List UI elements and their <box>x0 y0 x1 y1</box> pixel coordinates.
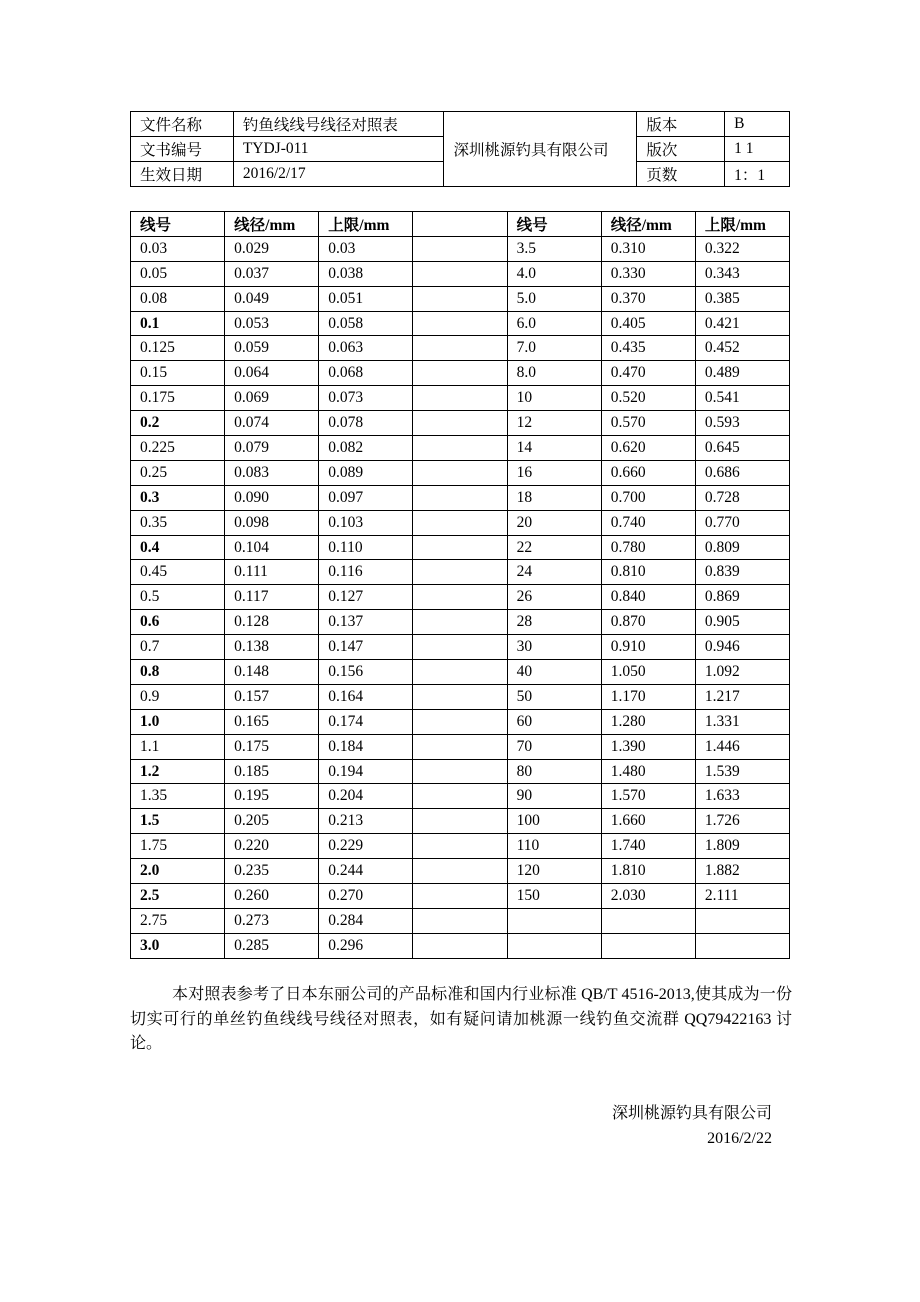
spacer-cell <box>413 560 507 585</box>
left-upper-limit-cell: 0.03 <box>319 236 413 261</box>
right-upper-limit-cell: 1.633 <box>695 784 789 809</box>
left-upper-limit-cell: 0.174 <box>319 709 413 734</box>
left-gauge-cell: 0.15 <box>131 361 225 386</box>
doc-no-label: 文书编号 <box>131 137 234 162</box>
company-name: 深圳桃源钓具有限公司 <box>443 112 637 187</box>
right-upper-limit-cell: 0.343 <box>695 261 789 286</box>
right-upper-limit-cell: 0.946 <box>695 635 789 660</box>
left-upper-limit-cell: 0.204 <box>319 784 413 809</box>
right-diameter-cell: 1.570 <box>601 784 695 809</box>
column-header-gauge: 线号 <box>131 212 225 237</box>
right-gauge-cell: 8.0 <box>507 361 601 386</box>
right-upper-limit-cell: 0.869 <box>695 585 789 610</box>
left-gauge-cell: 0.225 <box>131 436 225 461</box>
table-row <box>131 336 790 361</box>
left-gauge-cell: 0.05 <box>131 261 225 286</box>
column-header-gauge: 线号 <box>507 212 601 237</box>
right-diameter-cell: 1.390 <box>601 734 695 759</box>
right-diameter-cell: 0.435 <box>601 336 695 361</box>
right-diameter-cell: 0.620 <box>601 436 695 461</box>
spacer-cell <box>413 261 507 286</box>
left-upper-limit-cell: 0.194 <box>319 759 413 784</box>
table-row <box>131 585 790 610</box>
left-diameter-cell: 0.064 <box>225 361 319 386</box>
left-gauge-cell: 0.8 <box>131 660 225 685</box>
right-upper-limit-cell: 0.489 <box>695 361 789 386</box>
left-gauge-cell: 1.1 <box>131 734 225 759</box>
table-row <box>131 386 790 411</box>
left-gauge-cell: 2.75 <box>131 908 225 933</box>
spacer-cell <box>413 635 507 660</box>
revision-value: 1 1 <box>725 137 790 162</box>
table-header-row <box>131 212 790 237</box>
file-name-label: 文件名称 <box>131 112 234 137</box>
left-diameter-cell: 0.195 <box>225 784 319 809</box>
column-header-upper-limit: 上限/mm <box>319 212 413 237</box>
left-gauge-cell: 0.1 <box>131 311 225 336</box>
right-diameter-cell <box>601 933 695 958</box>
spacer-cell <box>413 386 507 411</box>
left-upper-limit-cell: 0.127 <box>319 585 413 610</box>
version-label: 版本 <box>637 112 725 137</box>
left-diameter-cell: 0.175 <box>225 734 319 759</box>
table-row <box>131 560 790 585</box>
left-gauge-cell: 0.6 <box>131 610 225 635</box>
right-upper-limit-cell: 2.111 <box>695 884 789 909</box>
left-gauge-cell: 1.0 <box>131 709 225 734</box>
spacer-cell <box>413 734 507 759</box>
left-upper-limit-cell: 0.296 <box>319 933 413 958</box>
left-upper-limit-cell: 0.244 <box>319 859 413 884</box>
spacer-cell <box>413 759 507 784</box>
left-upper-limit-cell: 0.089 <box>319 460 413 485</box>
right-diameter-cell: 0.840 <box>601 585 695 610</box>
left-upper-limit-cell: 0.068 <box>319 361 413 386</box>
right-diameter-cell: 0.520 <box>601 386 695 411</box>
left-gauge-cell: 0.03 <box>131 236 225 261</box>
right-gauge-cell: 60 <box>507 709 601 734</box>
right-upper-limit-cell: 1.092 <box>695 660 789 685</box>
left-diameter-cell: 0.069 <box>225 386 319 411</box>
spacer-cell <box>413 908 507 933</box>
left-diameter-cell: 0.128 <box>225 610 319 635</box>
left-diameter-cell: 0.273 <box>225 908 319 933</box>
right-diameter-cell: 1.740 <box>601 834 695 859</box>
right-diameter-cell: 0.700 <box>601 485 695 510</box>
left-gauge-cell: 2.5 <box>131 884 225 909</box>
left-upper-limit-cell: 0.058 <box>319 311 413 336</box>
table-row <box>131 809 790 834</box>
left-diameter-cell: 0.074 <box>225 411 319 436</box>
doc-no-value: TYDJ-011 <box>233 137 443 162</box>
left-upper-limit-cell: 0.103 <box>319 510 413 535</box>
left-upper-limit-cell: 0.038 <box>319 261 413 286</box>
left-gauge-cell: 2.0 <box>131 859 225 884</box>
left-upper-limit-cell: 0.051 <box>319 286 413 311</box>
column-header-upper-limit: 上限/mm <box>695 212 789 237</box>
pages-label: 页数 <box>637 162 725 187</box>
left-diameter-cell: 0.053 <box>225 311 319 336</box>
right-upper-limit-cell: 0.452 <box>695 336 789 361</box>
right-gauge-cell: 4.0 <box>507 261 601 286</box>
table-row <box>131 834 790 859</box>
spacer-cell <box>413 684 507 709</box>
right-upper-limit-cell: 0.839 <box>695 560 789 585</box>
right-diameter-cell: 1.170 <box>601 684 695 709</box>
spacer-cell <box>413 809 507 834</box>
left-upper-limit-cell: 0.063 <box>319 336 413 361</box>
left-upper-limit-cell: 0.110 <box>319 535 413 560</box>
right-upper-limit-cell: 0.541 <box>695 386 789 411</box>
right-diameter-cell: 0.870 <box>601 610 695 635</box>
spacer-cell <box>413 585 507 610</box>
column-header-diameter: 线径/mm <box>601 212 695 237</box>
left-upper-limit-cell: 0.156 <box>319 660 413 685</box>
left-gauge-cell: 0.4 <box>131 535 225 560</box>
right-upper-limit-cell: 0.385 <box>695 286 789 311</box>
left-upper-limit-cell: 0.078 <box>319 411 413 436</box>
left-upper-limit-cell: 0.229 <box>319 834 413 859</box>
table-row <box>131 261 790 286</box>
left-diameter-cell: 0.285 <box>225 933 319 958</box>
table-row <box>131 361 790 386</box>
version-value: B <box>725 112 790 137</box>
left-gauge-cell: 0.25 <box>131 460 225 485</box>
left-diameter-cell: 0.260 <box>225 884 319 909</box>
signature-company: 深圳桃源钓具有限公司 <box>611 1105 772 1122</box>
right-diameter-cell: 1.810 <box>601 859 695 884</box>
left-diameter-cell: 0.049 <box>225 286 319 311</box>
reference-note: 本对照表参考了日本东丽公司的产品标准和国内行业标准 QB/T 4516-2013,使其成为一份切实可行的单丝钓鱼线线号线径对照表，如有疑问请加桃源一线钓鱼交流群 QQ79422163 讨论。 <box>130 986 792 1053</box>
spacer-cell <box>413 436 507 461</box>
left-diameter-cell: 0.205 <box>225 809 319 834</box>
table-row <box>131 510 790 535</box>
left-diameter-cell: 0.029 <box>225 236 319 261</box>
left-gauge-cell: 0.7 <box>131 635 225 660</box>
spacer-cell <box>413 784 507 809</box>
left-diameter-cell: 0.098 <box>225 510 319 535</box>
right-diameter-cell: 1.050 <box>601 660 695 685</box>
spacer-cell <box>413 709 507 734</box>
left-gauge-cell: 0.2 <box>131 411 225 436</box>
right-diameter-cell: 2.030 <box>601 884 695 909</box>
left-upper-limit-cell: 0.116 <box>319 560 413 585</box>
table-row <box>131 485 790 510</box>
left-diameter-cell: 0.083 <box>225 460 319 485</box>
left-gauge-cell: 1.35 <box>131 784 225 809</box>
table-row <box>131 684 790 709</box>
left-upper-limit-cell: 0.284 <box>319 908 413 933</box>
right-diameter-cell: 0.330 <box>601 261 695 286</box>
table-row <box>131 460 790 485</box>
left-upper-limit-cell: 0.073 <box>319 386 413 411</box>
left-gauge-cell: 1.2 <box>131 759 225 784</box>
right-gauge-cell: 14 <box>507 436 601 461</box>
right-upper-limit-cell: 0.593 <box>695 411 789 436</box>
table-row <box>131 436 790 461</box>
table-row <box>131 933 790 958</box>
left-diameter-cell: 0.148 <box>225 660 319 685</box>
right-upper-limit-cell: 1.446 <box>695 734 789 759</box>
right-diameter-cell: 0.660 <box>601 460 695 485</box>
table-row <box>131 859 790 884</box>
left-upper-limit-cell: 0.137 <box>319 610 413 635</box>
table-row <box>131 311 790 336</box>
right-gauge-cell: 120 <box>507 859 601 884</box>
left-upper-limit-cell: 0.082 <box>319 436 413 461</box>
left-diameter-cell: 0.104 <box>225 535 319 560</box>
table-row <box>131 610 790 635</box>
right-gauge-cell: 3.5 <box>507 236 601 261</box>
left-upper-limit-cell: 0.164 <box>319 684 413 709</box>
right-gauge-cell: 10 <box>507 386 601 411</box>
spacer-cell <box>413 361 507 386</box>
spacer-cell <box>413 884 507 909</box>
right-upper-limit-cell: 0.809 <box>695 535 789 560</box>
right-diameter-cell: 1.660 <box>601 809 695 834</box>
right-upper-limit-cell: 0.421 <box>695 311 789 336</box>
table-row <box>131 411 790 436</box>
right-upper-limit-cell: 0.322 <box>695 236 789 261</box>
spacer-cell <box>413 859 507 884</box>
right-gauge-cell: 12 <box>507 411 601 436</box>
right-gauge-cell: 100 <box>507 809 601 834</box>
right-upper-limit-cell: 0.770 <box>695 510 789 535</box>
spacer-cell <box>413 411 507 436</box>
left-gauge-cell: 0.125 <box>131 336 225 361</box>
left-diameter-cell: 0.185 <box>225 759 319 784</box>
right-upper-limit-cell: 0.686 <box>695 460 789 485</box>
left-diameter-cell: 0.220 <box>225 834 319 859</box>
left-gauge-cell: 3.0 <box>131 933 225 958</box>
right-gauge-cell: 28 <box>507 610 601 635</box>
left-diameter-cell: 0.079 <box>225 436 319 461</box>
table-row <box>131 884 790 909</box>
right-diameter-cell: 1.280 <box>601 709 695 734</box>
column-header-diameter: 线径/mm <box>225 212 319 237</box>
right-diameter-cell: 0.470 <box>601 361 695 386</box>
line-gauge-table <box>130 211 790 959</box>
left-upper-limit-cell: 0.097 <box>319 485 413 510</box>
left-gauge-cell: 1.75 <box>131 834 225 859</box>
right-upper-limit-cell: 1.809 <box>695 834 789 859</box>
right-upper-limit-cell: 1.539 <box>695 759 789 784</box>
right-gauge-cell: 50 <box>507 684 601 709</box>
table-row <box>131 734 790 759</box>
effective-date-value: 2016/2/17 <box>233 162 443 187</box>
spacer-cell <box>413 212 507 237</box>
spacer-cell <box>413 460 507 485</box>
left-upper-limit-cell: 0.213 <box>319 809 413 834</box>
right-diameter-cell: 0.780 <box>601 535 695 560</box>
table-row <box>131 660 790 685</box>
right-gauge-cell: 7.0 <box>507 336 601 361</box>
signature-date: 2016/2/22 <box>707 1130 772 1147</box>
right-gauge-cell: 16 <box>507 460 601 485</box>
spacer-cell <box>413 311 507 336</box>
left-diameter-cell: 0.037 <box>225 261 319 286</box>
left-diameter-cell: 0.117 <box>225 585 319 610</box>
spacer-cell <box>413 485 507 510</box>
right-gauge-cell: 18 <box>507 485 601 510</box>
right-upper-limit-cell: 0.645 <box>695 436 789 461</box>
right-gauge-cell: 30 <box>507 635 601 660</box>
pages-value: 1：1 <box>725 162 790 187</box>
right-gauge-cell <box>507 908 601 933</box>
right-upper-limit-cell: 0.728 <box>695 485 789 510</box>
left-gauge-cell: 0.08 <box>131 286 225 311</box>
document-header-table <box>130 111 790 187</box>
signature-block <box>612 1101 772 1151</box>
spacer-cell <box>413 336 507 361</box>
table-row <box>131 784 790 809</box>
right-upper-limit-cell: 1.726 <box>695 809 789 834</box>
right-diameter-cell: 0.370 <box>601 286 695 311</box>
left-diameter-cell: 0.157 <box>225 684 319 709</box>
right-gauge-cell: 6.0 <box>507 311 601 336</box>
left-gauge-cell: 0.5 <box>131 585 225 610</box>
left-upper-limit-cell: 0.270 <box>319 884 413 909</box>
left-gauge-cell: 0.45 <box>131 560 225 585</box>
left-diameter-cell: 0.111 <box>225 560 319 585</box>
right-gauge-cell: 70 <box>507 734 601 759</box>
left-gauge-cell: 1.5 <box>131 809 225 834</box>
left-diameter-cell: 0.059 <box>225 336 319 361</box>
spacer-cell <box>413 933 507 958</box>
right-gauge-cell: 20 <box>507 510 601 535</box>
right-gauge-cell: 22 <box>507 535 601 560</box>
right-diameter-cell: 1.480 <box>601 759 695 784</box>
right-gauge-cell <box>507 933 601 958</box>
right-upper-limit-cell: 1.882 <box>695 859 789 884</box>
table-row <box>131 535 790 560</box>
right-gauge-cell: 26 <box>507 585 601 610</box>
left-diameter-cell: 0.138 <box>225 635 319 660</box>
left-diameter-cell: 0.235 <box>225 859 319 884</box>
spacer-cell <box>413 236 507 261</box>
table-row <box>131 286 790 311</box>
right-gauge-cell: 80 <box>507 759 601 784</box>
right-upper-limit-cell <box>695 908 789 933</box>
right-gauge-cell: 150 <box>507 884 601 909</box>
left-diameter-cell: 0.165 <box>225 709 319 734</box>
revision-label: 版次 <box>637 137 725 162</box>
spacer-cell <box>413 660 507 685</box>
right-gauge-cell: 90 <box>507 784 601 809</box>
spacer-cell <box>413 610 507 635</box>
table-row <box>131 908 790 933</box>
right-gauge-cell: 110 <box>507 834 601 859</box>
spacer-cell <box>413 834 507 859</box>
right-upper-limit-cell: 1.217 <box>695 684 789 709</box>
right-diameter-cell: 0.405 <box>601 311 695 336</box>
right-upper-limit-cell: 1.331 <box>695 709 789 734</box>
left-upper-limit-cell: 0.147 <box>319 635 413 660</box>
right-upper-limit-cell <box>695 933 789 958</box>
right-gauge-cell: 40 <box>507 660 601 685</box>
left-diameter-cell: 0.090 <box>225 485 319 510</box>
right-diameter-cell: 0.310 <box>601 236 695 261</box>
right-gauge-cell: 24 <box>507 560 601 585</box>
right-diameter-cell: 0.910 <box>601 635 695 660</box>
table-row <box>131 709 790 734</box>
left-gauge-cell: 0.9 <box>131 684 225 709</box>
spacer-cell <box>413 286 507 311</box>
file-name-value: 钓鱼线线号线径对照表 <box>233 112 443 137</box>
spacer-cell <box>413 510 507 535</box>
effective-date-label: 生效日期 <box>131 162 234 187</box>
right-diameter-cell: 0.740 <box>601 510 695 535</box>
right-diameter-cell <box>601 908 695 933</box>
table-row <box>131 759 790 784</box>
left-gauge-cell: 0.175 <box>131 386 225 411</box>
right-gauge-cell: 5.0 <box>507 286 601 311</box>
left-gauge-cell: 0.3 <box>131 485 225 510</box>
left-upper-limit-cell: 0.184 <box>319 734 413 759</box>
table-row <box>131 635 790 660</box>
right-diameter-cell: 0.810 <box>601 560 695 585</box>
right-upper-limit-cell: 0.905 <box>695 610 789 635</box>
table-row <box>131 236 790 261</box>
spacer-cell <box>413 535 507 560</box>
right-diameter-cell: 0.570 <box>601 411 695 436</box>
left-gauge-cell: 0.35 <box>131 510 225 535</box>
